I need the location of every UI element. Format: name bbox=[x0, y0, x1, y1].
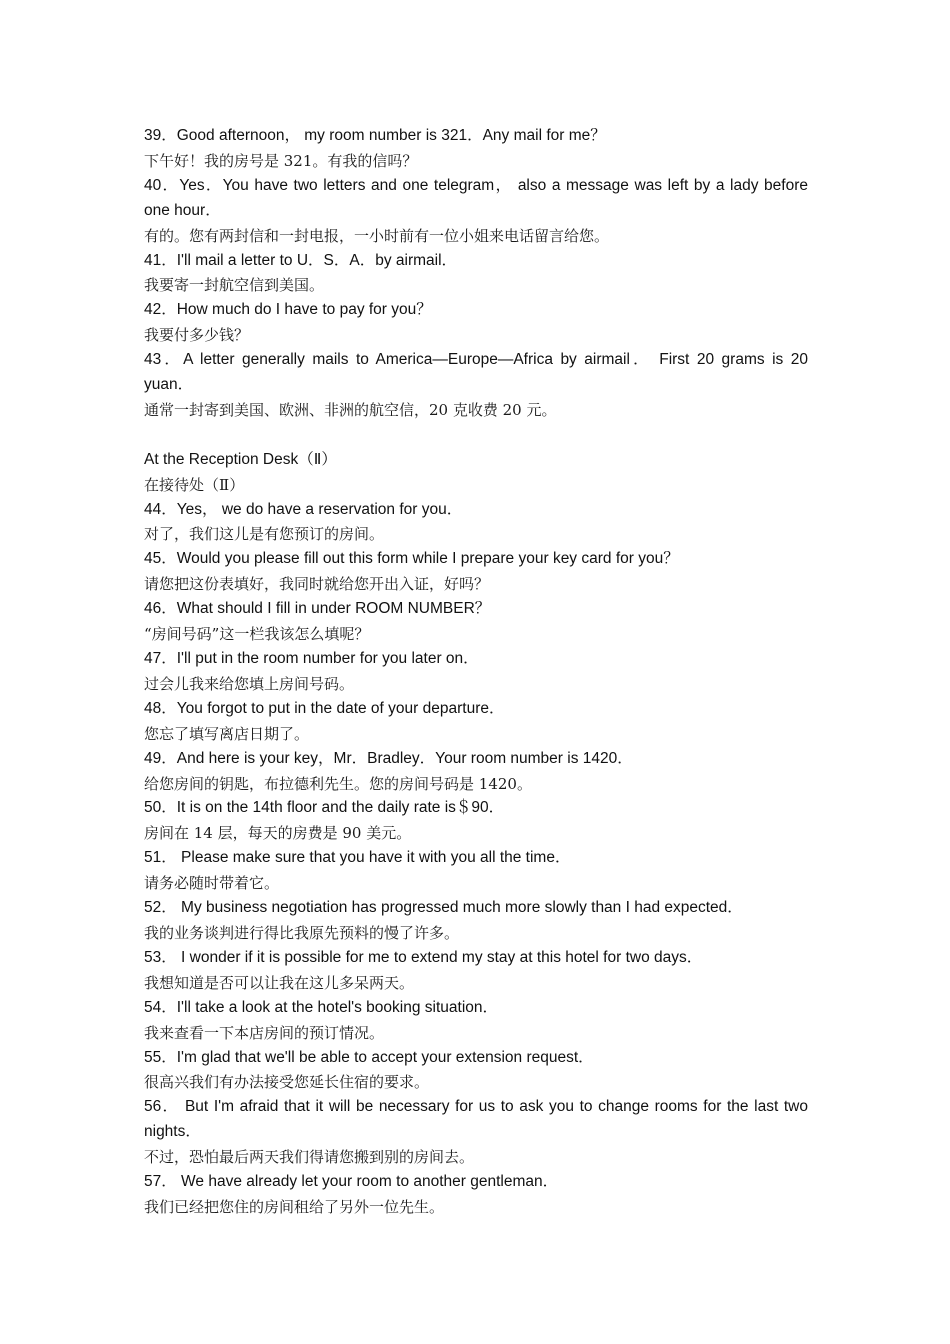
section-title-zh: 在接待处（Ⅱ） bbox=[144, 475, 245, 494]
sentence-47-zh: 过会儿我来给您填上房间号码。 bbox=[144, 674, 355, 693]
sentence-41-zh: 我要寄一封航空信到美国。 bbox=[144, 276, 325, 295]
sentence-43-zh: 通常一封寄到美国、欧洲、非洲的航空信，20 克收费 20 元。 bbox=[144, 400, 557, 419]
sentence-51-zh: 请务必随时带着它。 bbox=[144, 874, 280, 893]
sentence-40-zh: 有的。您有两封信和一封电报，一小时前有一位小姐来电话留言给您。 bbox=[144, 226, 610, 245]
sentence-51-en: 51． Please make sure that you have it with you all the time． bbox=[144, 849, 571, 867]
sentence-50-en: 50．It is on the 14th floor and the daily rate is＄90． bbox=[144, 799, 505, 817]
sentence-40-en: 40．Yes．You have two letters and one telegram， also a message was left by a lady before one hour． bbox=[144, 176, 808, 219]
document-page bbox=[144, 124, 808, 1220]
sentence-56-en: 56． But I'm afraid that it will be necessary for us to ask you to change rooms for the last two nights． bbox=[144, 1098, 808, 1141]
sentence-42-en: 42．How much do I have to pay for you？ bbox=[144, 301, 432, 319]
sentence-44-en: 44．Yes， we do have a reservation for you． bbox=[144, 500, 463, 518]
sentence-57-en: 57． We have already let your room to another gentleman． bbox=[144, 1173, 559, 1191]
sentence-48-zh: 您忘了填写离店日期了。 bbox=[144, 724, 310, 743]
sentence-44-zh: 对了，我们这儿是有您预订的房间。 bbox=[144, 525, 385, 544]
sentence-46-zh: “房间号码”这一栏我该怎么填呢？ bbox=[144, 625, 370, 644]
sentence-49-en: 49．And here is your key，Mr．Bradley．Your room number is 1420． bbox=[144, 749, 633, 767]
sentence-45-en: 45．Would you please fill out this form while I prepare your key card for you？ bbox=[144, 550, 679, 568]
sentence-52-en: 52． My business negotiation has progressed much more slowly than I had expected． bbox=[144, 899, 743, 917]
sentence-53-en: 53． I wonder if it is possible for me to extend my stay at this hotel for two days． bbox=[144, 948, 703, 966]
sentence-55-en: 55．I'm glad that we'll be able to accept your extension request． bbox=[144, 1048, 594, 1066]
sentence-46-en: 46．What should I fill in under ROOM NUMBER？ bbox=[144, 600, 491, 618]
sentence-56-zh: 不过，恐怕最后两天我们得请您搬到别的房间去。 bbox=[144, 1148, 475, 1167]
sentence-42-zh: 我要付多少钱？ bbox=[144, 326, 250, 345]
sentence-48-en: 48．You forgot to put in the date of your departure． bbox=[144, 699, 505, 717]
sentence-57-zh: 我们已经把您住的房间租给了另外一位先生。 bbox=[144, 1197, 445, 1216]
sentence-55-zh: 很高兴我们有办法接受您延长住宿的要求。 bbox=[144, 1073, 430, 1092]
section-title: At the Reception Desk（Ⅱ） bbox=[144, 450, 337, 468]
sentence-49-zh: 给您房间的钥匙，布拉德利先生。您的房间号码是 1420。 bbox=[144, 774, 532, 793]
sentence-43-en: 43．A letter generally mails to America—Europe—Africa by airmail． First 20 grams is 20 yuan． bbox=[144, 351, 808, 394]
sentence-54-en: 54．I'll take a look at the hotel's booking situation． bbox=[144, 998, 499, 1016]
blank-line bbox=[144, 423, 808, 448]
sentence-52-zh: 我的业务谈判进行得比我原先预料的慢了许多。 bbox=[144, 923, 460, 942]
sentence-45-zh: 请您把这份表填好，我同时就给您开出入证，好吗？ bbox=[144, 575, 490, 594]
sentence-53-zh: 我想知道是否可以让我在这儿多呆两天。 bbox=[144, 973, 415, 992]
sentence-54-zh: 我来查看一下本店房间的预订情况。 bbox=[144, 1023, 385, 1042]
sentence-50-zh: 房间在 14 层，每天的房费是 90 美元。 bbox=[144, 824, 412, 843]
sentence-39-zh: 下午好！我的房号是 321。有我的信吗？ bbox=[144, 151, 418, 170]
sentence-47-en: 47．I'll put in the room number for you later on． bbox=[144, 650, 479, 668]
sentence-41-en: 41．I'll mail a letter to U．S．A．by airmail． bbox=[144, 251, 458, 269]
sentence-39-en: 39．Good afternoon， my room number is 321．Any mail for me？ bbox=[144, 127, 606, 144]
